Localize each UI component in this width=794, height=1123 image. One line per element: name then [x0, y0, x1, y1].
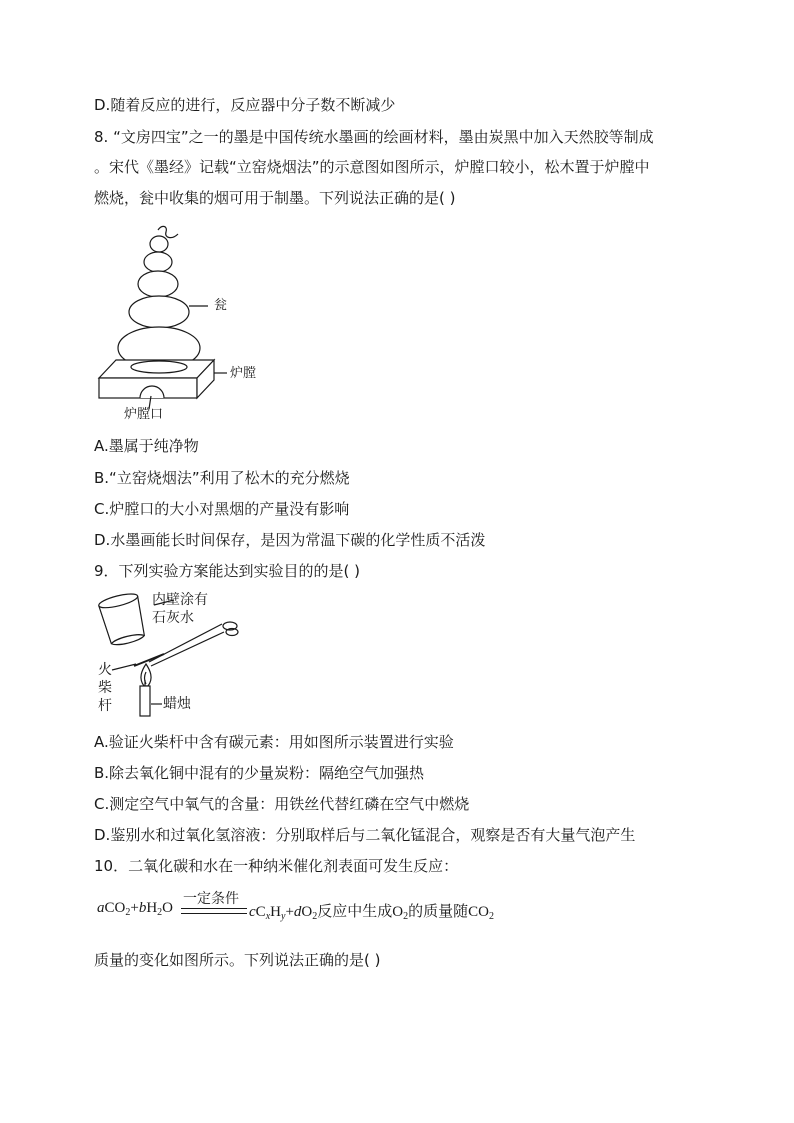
q8-stem-line-1: 8. “文房四宝”之一的墨是中国传统水墨画的绘画材料，墨由炭黑中加入天然胶等制成 — [94, 128, 654, 146]
furnace-mouth-label: 炉膛口 — [124, 407, 164, 422]
match-label-3: 杆 — [98, 698, 112, 714]
furnace-label: 炉膛 — [230, 366, 257, 381]
match-candle-figure — [94, 592, 254, 722]
q9-option-d: D.鉴别水和过氧化氢溶液：分别取样后与二氧化锰混合，观察是否有大量气泡产生 — [94, 826, 636, 844]
kiln-drawing — [96, 222, 266, 422]
q8-option-c: C.炉膛口的大小对黑烟的产量没有影响 — [94, 500, 350, 518]
q8-option-d: D.水墨画能长时间保存，是因为常温下碳的化学性质不活泼 — [94, 531, 486, 549]
beaker-label-1: 内壁涂有 — [152, 592, 208, 608]
q10-after-line: 质量的变化如图所示。下列说法正确的是( ) — [94, 951, 381, 969]
kiln-figure — [96, 222, 266, 422]
urn-label: 瓮 — [214, 298, 228, 313]
q9-option-b: B.除去氧化铜中混有的少量炭粉：隔绝空气加强热 — [94, 764, 425, 782]
q10-stem: 10．二氧化碳和水在一种纳米催化剂表面可发生反应： — [94, 857, 459, 875]
q9-stem: 9．下列实验方案能达到实验目的的是( ) — [94, 562, 361, 580]
q8-stem-line-3: 燃烧，瓮中收集的烟可用于制墨。下列说法正确的是( ) — [94, 189, 456, 207]
match-label-2: 柴 — [98, 680, 112, 696]
equation-left: $aCO_2+bH_2O$ — [97, 900, 173, 918]
q7-option-d: D.随着反应的进行，反应器中分子数不断减少 — [94, 96, 396, 114]
q8-stem-line-2: 。宋代《墨经》记载“立窑烧烟法”的示意图如图所示，炉膛口较小，松木置于炉膛中 — [94, 158, 650, 176]
match-label-1: 火 — [98, 662, 112, 678]
equation-right: $cC_xH_y+dO_2$反应中生成$O_2$的质量随$CO_2$ — [249, 902, 494, 922]
reaction-condition: 一定条件 — [183, 892, 239, 907]
q9-option-a: A.验证火柴杆中含有碳元素：用如图所示装置进行实验 — [94, 733, 454, 751]
q8-option-b: B.“立窑烧烟法”利用了松木的充分燃烧 — [94, 469, 350, 487]
q8-option-a: A.墨属于纯净物 — [94, 437, 199, 455]
equals-double-line — [181, 908, 247, 914]
candle-label: 蜡烛 — [163, 696, 191, 712]
beaker-label-2: 石灰水 — [152, 610, 194, 626]
q9-option-c: C.测定空气中氧气的含量：用铁丝代替红磷在空气中燃烧 — [94, 795, 470, 813]
reaction-equation — [97, 888, 617, 924]
